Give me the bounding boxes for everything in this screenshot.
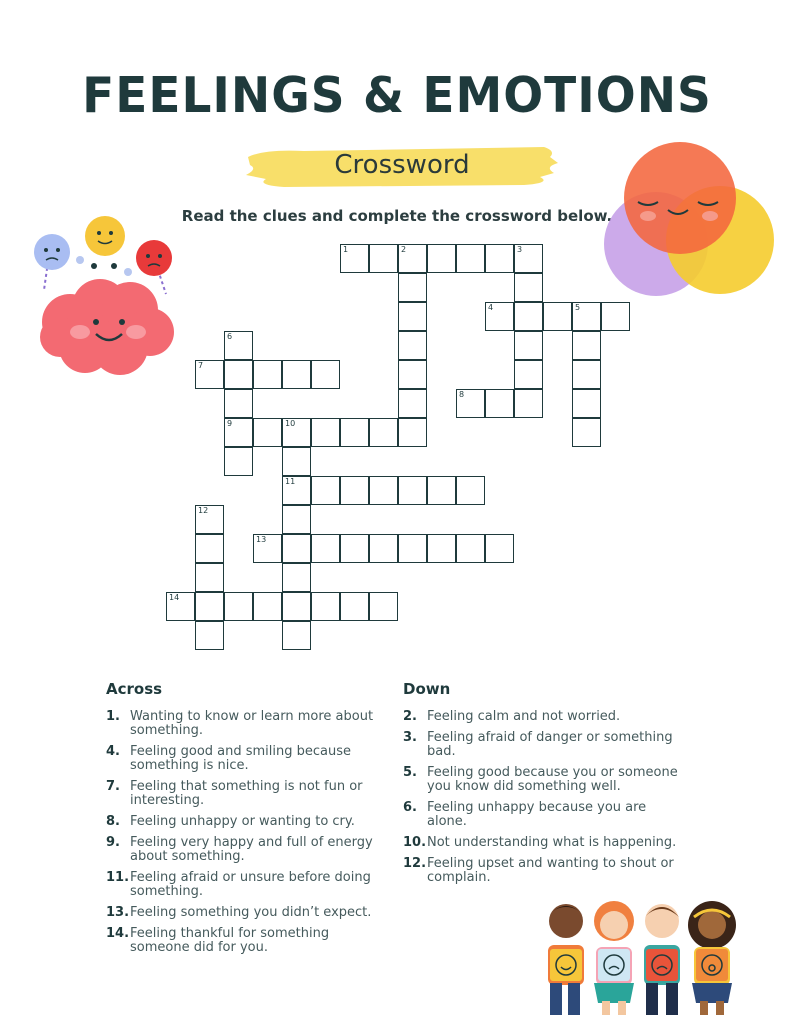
crossword-cell[interactable]	[369, 592, 398, 621]
clue-text: Feeling very happy and full of energy about something.	[130, 835, 373, 864]
cell-number: 2	[401, 245, 407, 254]
crossword-cell[interactable]	[340, 244, 369, 273]
crossword-cell[interactable]	[485, 302, 514, 331]
across-clue	[106, 780, 388, 808]
crossword-cell[interactable]	[282, 505, 311, 534]
instructions: Read the clues and complete the crossword below.	[181, 207, 613, 225]
clue-text: Feeling good and smiling because something is nice.	[130, 744, 352, 773]
crossword-cell[interactable]	[224, 360, 253, 389]
crossword-cell[interactable]	[398, 389, 427, 418]
down-clue	[403, 731, 685, 759]
clue-text: Not understanding what is happening.	[427, 835, 677, 850]
crossword-cell[interactable]	[340, 534, 369, 563]
cell-number: 3	[517, 245, 523, 254]
crossword-cell[interactable]	[340, 592, 369, 621]
cell-number: 5	[575, 303, 581, 312]
crossword-cell[interactable]	[398, 360, 427, 389]
crossword-cell[interactable]	[427, 534, 456, 563]
clue-number: 12.	[403, 856, 427, 871]
crossword-cell[interactable]	[572, 418, 601, 447]
crossword-cell[interactable]	[398, 302, 427, 331]
crossword-cell[interactable]	[282, 476, 311, 505]
cell-number: 4	[488, 303, 494, 312]
down-clue	[403, 836, 685, 850]
across-clue	[106, 836, 388, 864]
clue-text: Feeling thankful for something someone did for you.	[130, 926, 330, 955]
crossword-cell[interactable]	[224, 418, 253, 447]
clue-number: 6.	[403, 800, 417, 815]
crossword-cell[interactable]	[572, 331, 601, 360]
across-clue	[106, 815, 388, 829]
crossword-cell[interactable]	[485, 244, 514, 273]
crossword-cell[interactable]	[369, 244, 398, 273]
across-clue	[106, 906, 388, 920]
crossword-cell[interactable]	[369, 418, 398, 447]
clue-number: 9.	[106, 835, 120, 850]
crossword-cell[interactable]	[311, 534, 340, 563]
down-clue	[403, 766, 685, 794]
cell-number: 13	[256, 535, 267, 544]
clue-number: 2.	[403, 709, 417, 724]
cell-number: 9	[227, 419, 233, 428]
crossword-cell[interactable]	[572, 360, 601, 389]
crossword-cell[interactable]	[282, 621, 311, 650]
crossword-cell[interactable]	[456, 476, 485, 505]
crossword-cell[interactable]	[166, 592, 195, 621]
crossword-cell[interactable]	[224, 331, 253, 360]
crossword-cell[interactable]	[195, 505, 224, 534]
crossword-cell[interactable]	[195, 534, 224, 563]
cell-number: 6	[227, 332, 233, 341]
crossword-cell[interactable]	[195, 563, 224, 592]
crossword-cell[interactable]	[253, 592, 282, 621]
clue-text: Feeling upset and wanting to shout or complain.	[427, 856, 674, 885]
cell-number: 11	[285, 477, 296, 486]
crossword-cell[interactable]	[282, 447, 311, 476]
crossword-cell[interactable]	[514, 302, 543, 331]
across-clue	[106, 710, 388, 738]
crossword-cell[interactable]	[398, 244, 427, 273]
crossword-cell[interactable]	[340, 418, 369, 447]
crossword-cell[interactable]	[398, 273, 427, 302]
clue-text: Feeling good because you or someone you know did something well.	[427, 765, 678, 794]
crossword-cell[interactable]	[311, 592, 340, 621]
crossword-cell[interactable]	[195, 621, 224, 650]
crossword-cell[interactable]	[572, 302, 601, 331]
crossword-cell[interactable]	[601, 302, 630, 331]
across-clue	[106, 927, 388, 955]
clue-number: 1.	[106, 709, 120, 724]
down-clue	[403, 801, 685, 829]
crossword-cell[interactable]	[485, 389, 514, 418]
clue-number: 8.	[106, 814, 120, 829]
crossword-cell[interactable]	[369, 534, 398, 563]
clue-text: Wanting to know or learn more about something.	[130, 709, 374, 738]
crossword-cell[interactable]	[282, 534, 311, 563]
crossword-cell[interactable]	[282, 360, 311, 389]
clue-text: Feeling that something is not fun or interesting.	[130, 779, 363, 808]
crossword-cell[interactable]	[398, 534, 427, 563]
crossword-cell[interactable]	[456, 244, 485, 273]
clue-number: 11.	[106, 870, 130, 885]
crossword-cell[interactable]	[311, 476, 340, 505]
crossword-cell[interactable]	[253, 418, 282, 447]
brain-emotions-illustration	[30, 212, 178, 380]
down-clue-list	[403, 710, 685, 892]
crossword-cell[interactable]	[282, 592, 311, 621]
crossword-cell[interactable]	[427, 476, 456, 505]
clue-number: 14.	[106, 926, 130, 941]
crossword-cell[interactable]	[485, 534, 514, 563]
across-clue	[106, 871, 388, 899]
crossword-cell[interactable]	[456, 389, 485, 418]
crossword-cell[interactable]	[224, 389, 253, 418]
crossword-cell[interactable]	[398, 476, 427, 505]
crossword-cell[interactable]	[543, 302, 572, 331]
crossword-cell[interactable]	[282, 418, 311, 447]
down-heading: Down	[403, 680, 451, 698]
cell-number: 14	[169, 593, 180, 602]
crossword-cell[interactable]	[514, 273, 543, 302]
subtitle: Crossword	[334, 150, 470, 180]
overlapping-faces-illustration	[598, 140, 780, 298]
across-clue	[106, 745, 388, 773]
crossword-cell[interactable]	[311, 418, 340, 447]
clue-number: 7.	[106, 779, 120, 794]
crossword-cell[interactable]	[514, 244, 543, 273]
crossword-cell[interactable]	[398, 331, 427, 360]
cell-number: 1	[343, 245, 349, 254]
down-clue	[403, 857, 685, 885]
crossword-cell[interactable]	[311, 360, 340, 389]
cell-number: 10	[285, 419, 296, 428]
crossword-cell[interactable]	[427, 244, 456, 273]
crossword-cell[interactable]	[514, 331, 543, 360]
clue-text: Feeling calm and not worried.	[427, 709, 621, 724]
crossword-cell[interactable]	[224, 447, 253, 476]
crossword-cell[interactable]	[398, 418, 427, 447]
clue-number: 4.	[106, 744, 120, 759]
cell-number: 8	[459, 390, 465, 399]
clue-number: 5.	[403, 765, 417, 780]
clue-number: 10.	[403, 835, 427, 850]
across-clue-list	[106, 710, 388, 962]
page-title: FEELINGS & EMOTIONS	[82, 66, 712, 125]
crossword-cell[interactable]	[456, 534, 485, 563]
clue-number: 13.	[106, 905, 130, 920]
crossword-cell[interactable]	[514, 360, 543, 389]
cell-number: 7	[198, 361, 204, 370]
crossword-cell[interactable]	[572, 389, 601, 418]
clue-text: Feeling afraid of danger or something bad.	[427, 730, 673, 759]
kids-with-emotion-cards-illustration	[540, 895, 744, 1017]
clue-number: 3.	[403, 730, 417, 745]
crossword-cell[interactable]	[253, 534, 282, 563]
crossword-cell[interactable]	[195, 592, 224, 621]
crossword-cell[interactable]	[514, 389, 543, 418]
clue-text: Feeling unhappy or wanting to cry.	[130, 814, 355, 829]
clue-text: Feeling something you didn’t expect.	[130, 905, 372, 920]
crossword-cell[interactable]	[282, 563, 311, 592]
clue-text: Feeling afraid or unsure before doing something.	[130, 870, 371, 899]
clue-text: Feeling unhappy because you are alone.	[427, 800, 647, 829]
down-clue	[403, 710, 685, 724]
crossword-cell[interactable]	[195, 360, 224, 389]
cell-number: 12	[198, 506, 209, 515]
crossword-cell[interactable]	[224, 592, 253, 621]
across-heading: Across	[106, 680, 163, 698]
crossword-cell[interactable]	[340, 476, 369, 505]
crossword-cell[interactable]	[369, 476, 398, 505]
crossword-cell[interactable]	[253, 360, 282, 389]
